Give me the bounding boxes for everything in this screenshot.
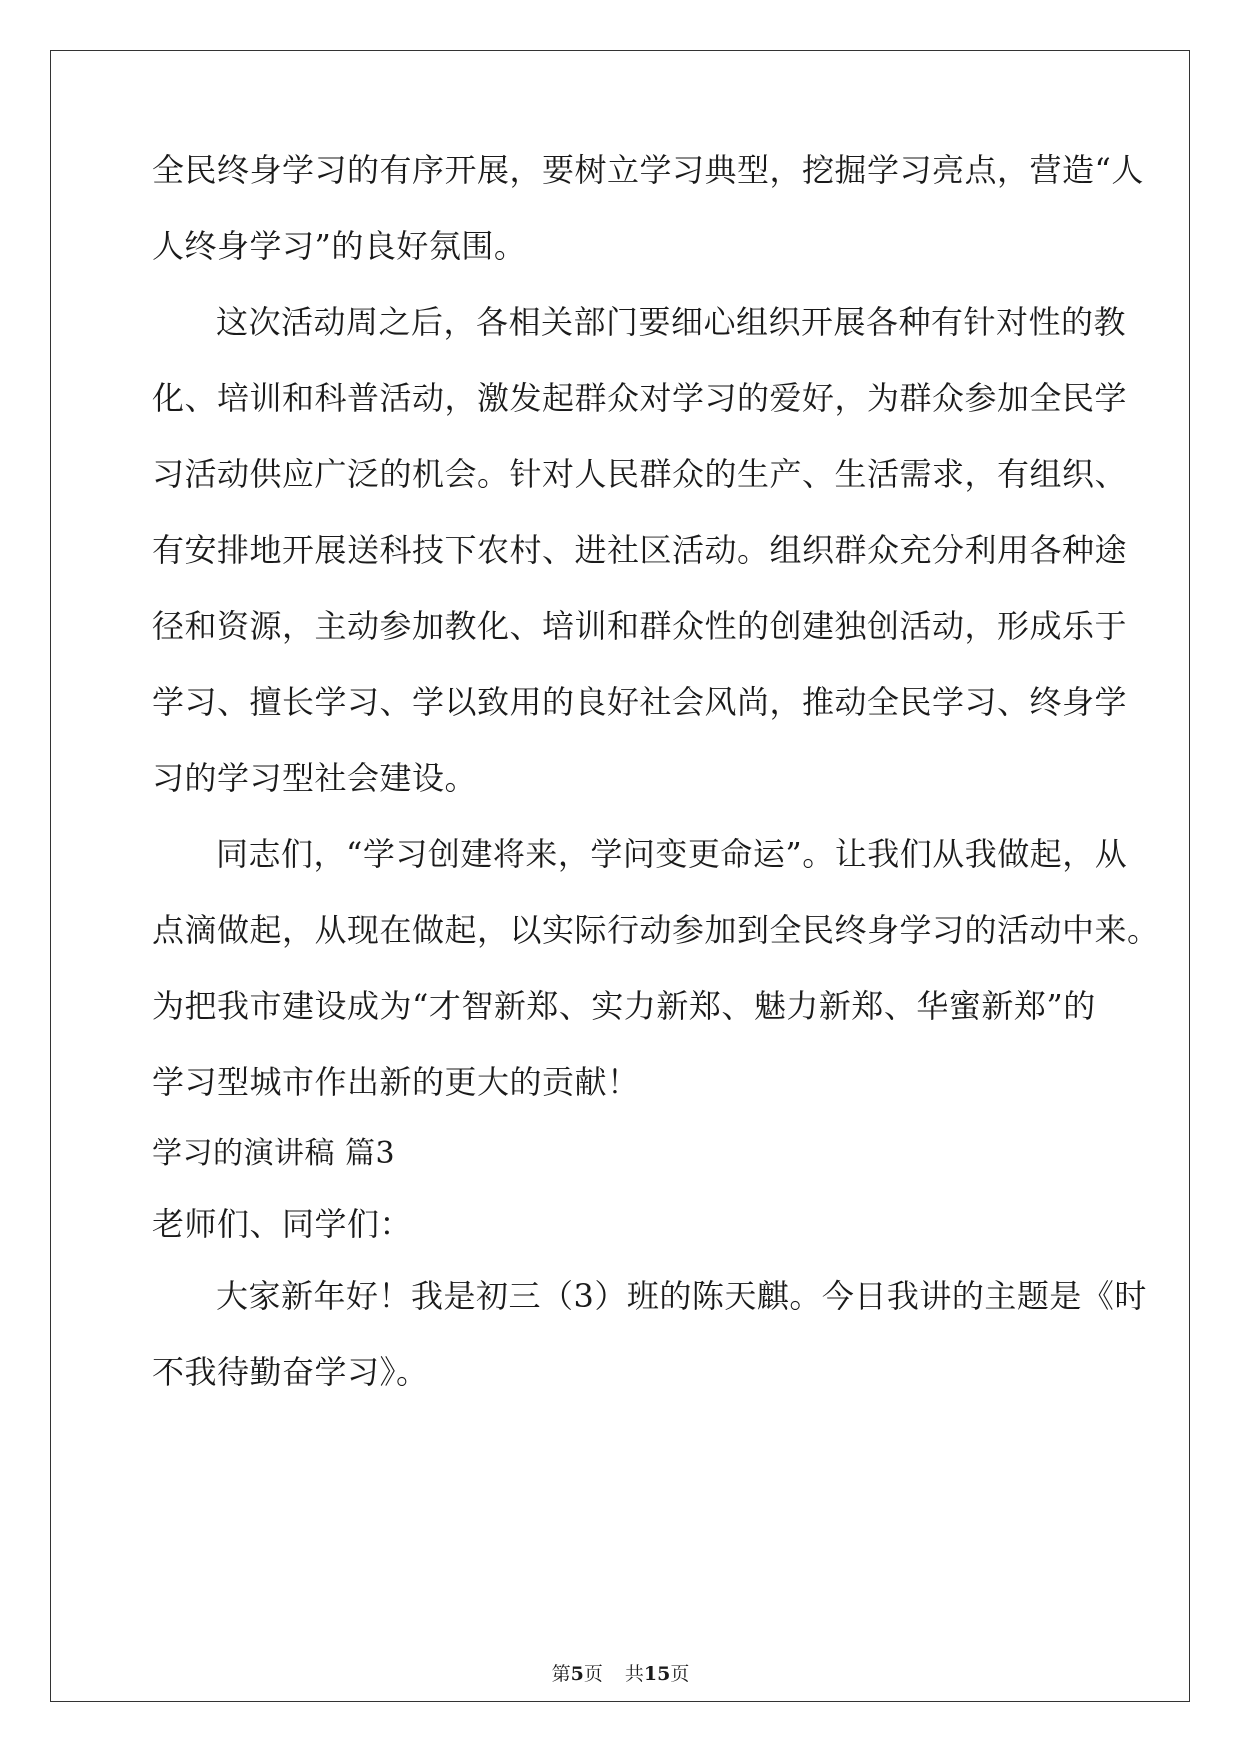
page-border bbox=[50, 50, 1190, 1702]
text-line: 习的学习型社会建设。 bbox=[152, 759, 478, 797]
text-line: 学习型城市作出新的更大的贡献！ bbox=[152, 1063, 640, 1101]
text-line: 为把我市建设成为“才智新郑、实力新郑、魅力新郑、华蜜新郑”的 bbox=[152, 987, 1096, 1025]
text-line: 这次活动周之后，各相关部门要细心组织开展各种有针对性的教 bbox=[216, 303, 1127, 341]
text-line: 点滴做起，从现在做起，以实际行动参加到全民终身学习的活动中来。 bbox=[152, 911, 1160, 949]
text-line: 同志们，“学习创建将来，学问变更命运”。让我们从我做起，从 bbox=[216, 835, 1128, 873]
text-line: 习活动供应广泛的机会。针对人民群众的生产、生活需求，有组织、 bbox=[152, 455, 1128, 493]
footer-page-unit: 页 bbox=[583, 1663, 603, 1685]
text-line: 不我待勤奋学习》。 bbox=[152, 1353, 429, 1391]
text-line: 全民终身学习的有序开展，要树立学习典型，挖掘学习亮点，营造“人 bbox=[152, 151, 1144, 189]
text-line: 化、培训和科普活动，激发起群众对学习的爱好，为群众参加全民学 bbox=[152, 379, 1128, 417]
text-line: 有安排地开展送科技下农村、进社区活动。组织群众充分利用各种途 bbox=[152, 531, 1128, 569]
text-line: 径和资源，主动参加教化、培训和群众性的创建独创活动，形成乐于 bbox=[152, 607, 1128, 645]
section-heading: 学习的演讲稿 篇3 bbox=[152, 1136, 396, 1171]
footer-total-unit: 页 bbox=[670, 1663, 690, 1685]
page-footer bbox=[0, 1662, 1241, 1686]
salutation: 老师们、同学们： bbox=[152, 1205, 413, 1243]
footer-total-pages: 15 bbox=[643, 1663, 671, 1685]
footer-page-number: 5 bbox=[570, 1663, 584, 1685]
footer-prefix: 第 bbox=[551, 1663, 571, 1685]
text-line: 学习、擅长学习、学以致用的良好社会风尚，推动全民学习、终身学 bbox=[152, 683, 1128, 721]
text-line: 人终身学习”的良好氛围。 bbox=[152, 227, 527, 265]
text-line: 大家新年好！我是初三（3）班的陈天麒。今日我讲的主题是《时 bbox=[216, 1277, 1147, 1315]
footer-total-label: 共 bbox=[624, 1663, 644, 1685]
